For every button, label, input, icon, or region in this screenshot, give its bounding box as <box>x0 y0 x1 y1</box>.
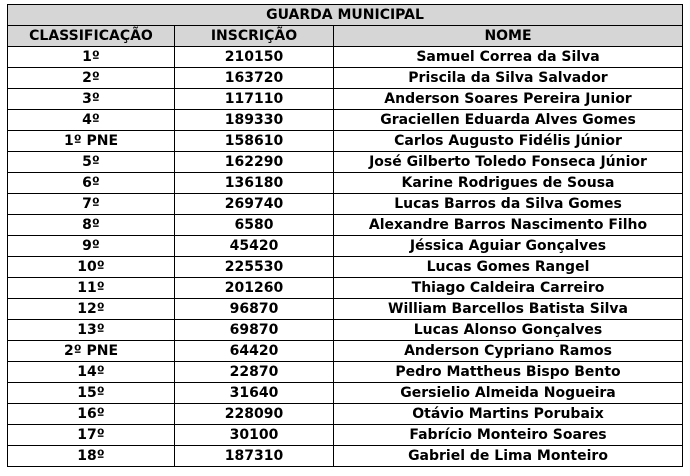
table-row <box>8 341 683 362</box>
cell-inscricao: 22870 <box>175 362 334 383</box>
cell-nome: Anderson Cypriano Ramos <box>334 341 683 362</box>
cell-nome: Lucas Barros da Silva Gomes <box>334 194 683 215</box>
cell-inscricao: 187310 <box>175 446 334 467</box>
cell-inscricao: 96870 <box>175 299 334 320</box>
table-title-row <box>8 5 683 26</box>
table-row <box>8 446 683 467</box>
cell-classificacao: 3º <box>8 89 175 110</box>
cell-nome: Gabriel de Lima Monteiro <box>334 446 683 467</box>
cell-nome: Gersielio Almeida Nogueira <box>334 383 683 404</box>
cell-classificacao: 9º <box>8 236 175 257</box>
cell-inscricao: 30100 <box>175 425 334 446</box>
table-row <box>8 320 683 341</box>
table-row <box>8 152 683 173</box>
cell-nome: Thiago Caldeira Carreiro <box>334 278 683 299</box>
cell-inscricao: 69870 <box>175 320 334 341</box>
cell-nome: Alexandre Barros Nascimento Filho <box>334 215 683 236</box>
cell-inscricao: 210150 <box>175 47 334 68</box>
table-row <box>8 383 683 404</box>
cell-nome: Lucas Alonso Gonçalves <box>334 320 683 341</box>
cell-classificacao: 2º PNE <box>8 341 175 362</box>
cell-inscricao: 269740 <box>175 194 334 215</box>
cell-inscricao: 228090 <box>175 404 334 425</box>
table-row <box>8 236 683 257</box>
table-row <box>8 131 683 152</box>
cell-classificacao: 2º <box>8 68 175 89</box>
table-row <box>8 257 683 278</box>
table-row <box>8 173 683 194</box>
table-row <box>8 47 683 68</box>
table-title: GUARDA MUNICIPAL <box>8 5 683 26</box>
cell-classificacao: 7º <box>8 194 175 215</box>
cell-inscricao: 189330 <box>175 110 334 131</box>
cell-inscricao: 158610 <box>175 131 334 152</box>
cell-classificacao: 17º <box>8 425 175 446</box>
cell-classificacao: 11º <box>8 278 175 299</box>
table-row <box>8 110 683 131</box>
cell-nome: Jéssica Aguiar Gonçalves <box>334 236 683 257</box>
cell-nome: Karine Rodrigues de Sousa <box>334 173 683 194</box>
table-row <box>8 68 683 89</box>
cell-nome: Carlos Augusto Fidélis Júnior <box>334 131 683 152</box>
cell-inscricao: 225530 <box>175 257 334 278</box>
cell-inscricao: 163720 <box>175 68 334 89</box>
cell-classificacao: 8º <box>8 215 175 236</box>
table-row <box>8 299 683 320</box>
cell-nome: José Gilberto Toledo Fonseca Júnior <box>334 152 683 173</box>
results-sheet <box>7 4 682 467</box>
cell-classificacao: 13º <box>8 320 175 341</box>
cell-inscricao: 162290 <box>175 152 334 173</box>
table-row <box>8 278 683 299</box>
cell-nome: Anderson Soares Pereira Junior <box>334 89 683 110</box>
table-row <box>8 362 683 383</box>
cell-classificacao: 5º <box>8 152 175 173</box>
table-row <box>8 215 683 236</box>
cell-inscricao: 136180 <box>175 173 334 194</box>
header-classificacao: CLASSIFICAÇÃO <box>8 26 175 47</box>
cell-classificacao: 18º <box>8 446 175 467</box>
cell-classificacao: 15º <box>8 383 175 404</box>
table-row <box>8 425 683 446</box>
cell-classificacao: 6º <box>8 173 175 194</box>
table-row <box>8 404 683 425</box>
table-body <box>8 47 683 467</box>
cell-nome: Fabrício Monteiro Soares <box>334 425 683 446</box>
cell-nome: Graciellen Eduarda Alves Gomes <box>334 110 683 131</box>
table-row <box>8 194 683 215</box>
cell-classificacao: 1º <box>8 47 175 68</box>
table-header-row <box>8 26 683 47</box>
cell-inscricao: 31640 <box>175 383 334 404</box>
cell-inscricao: 6580 <box>175 215 334 236</box>
cell-classificacao: 16º <box>8 404 175 425</box>
cell-inscricao: 64420 <box>175 341 334 362</box>
cell-classificacao: 14º <box>8 362 175 383</box>
cell-inscricao: 201260 <box>175 278 334 299</box>
cell-nome: Samuel Correa da Silva <box>334 47 683 68</box>
cell-inscricao: 45420 <box>175 236 334 257</box>
cell-classificacao: 4º <box>8 110 175 131</box>
header-nome: NOME <box>334 26 683 47</box>
cell-nome: Lucas Gomes Rangel <box>334 257 683 278</box>
cell-classificacao: 10º <box>8 257 175 278</box>
cell-classificacao: 1º PNE <box>8 131 175 152</box>
cell-nome: William Barcellos Batista Silva <box>334 299 683 320</box>
cell-classificacao: 12º <box>8 299 175 320</box>
results-table <box>7 4 683 467</box>
cell-nome: Pedro Mattheus Bispo Bento <box>334 362 683 383</box>
cell-nome: Priscila da Silva Salvador <box>334 68 683 89</box>
cell-nome: Otávio Martins Porubaix <box>334 404 683 425</box>
cell-inscricao: 117110 <box>175 89 334 110</box>
header-inscricao: INSCRIÇÃO <box>175 26 334 47</box>
table-row <box>8 89 683 110</box>
